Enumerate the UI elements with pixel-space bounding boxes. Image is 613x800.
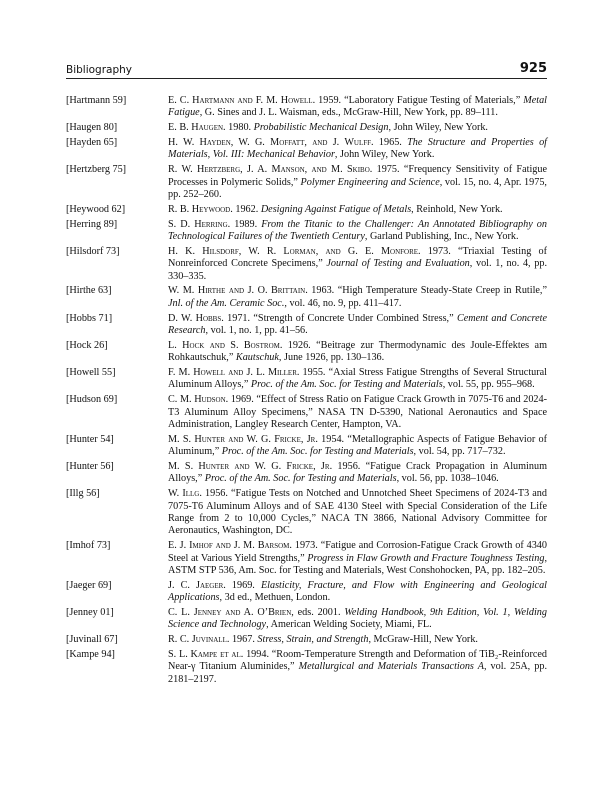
- page-number: 925: [519, 61, 547, 76]
- citation-authors: H. K. Hilsdorf, W. R. Lorman, and G. E. Monfore.: [168, 245, 421, 257]
- citation-pre: 1967.: [229, 634, 258, 646]
- bibliography-entry: [66, 164, 547, 201]
- citation-key: [Herring 89]: [66, 218, 118, 230]
- citation-authors: M. S. Hunter and W. G. Fricke, Jr.: [168, 433, 318, 445]
- citation-text: [168, 122, 547, 134]
- citation-authors: R. W. Hertzberg, J. A. Manson, and M. Skibo.: [168, 164, 373, 176]
- bibliography-entry: [66, 285, 547, 310]
- citation-title: Progress in Flaw Growth and Fracture Toughness Testing: [307, 552, 545, 564]
- citation-text: [168, 313, 547, 338]
- citation-title: Cement and Concrete Research: [168, 312, 547, 337]
- citation-key: [Hunter 54]: [66, 433, 114, 445]
- bibliography-entry: [66, 95, 547, 120]
- citation-text: [168, 634, 547, 646]
- citation-pre: 1962.: [232, 203, 261, 215]
- citation-pre: 1963. “High Temperature Steady-State Creep in Rutile,”: [307, 285, 547, 297]
- citation-key: [Imhof 73]: [66, 540, 111, 552]
- citation-title: Proc. of the Am. Soc. for Testing and Materials: [204, 473, 397, 485]
- citation-title: Proc. of the Am. Soc. for Testing and Materials: [250, 379, 443, 391]
- bibliography-entry: [66, 340, 547, 365]
- citation-authors: R. C. Juvinall.: [168, 634, 230, 646]
- citation-text: [168, 340, 547, 365]
- citation-key: [Heywood 62]: [66, 203, 126, 215]
- citation-post: , McGraw-Hill, New York.: [368, 634, 478, 646]
- citation-pre: 1973. “Fatigue and Corrosion-Fatigue Crack Growth of 4340 Steel at Various Yield Strengths,”: [168, 540, 547, 564]
- citation-key: [Jenney 01]: [66, 607, 114, 619]
- citation-post: , John Wiley, New York.: [334, 149, 435, 161]
- bibliography-entry: [66, 246, 547, 283]
- citation-key: [Haugen 80]: [66, 122, 118, 134]
- bibliography-entry: [66, 540, 547, 577]
- bibliography-entry: [66, 313, 547, 338]
- citation-post: , vol. 1, no. 4, pp. 330–335.: [168, 258, 547, 282]
- bibliography-entry: [66, 122, 547, 134]
- citation-pre: 1956. “Fatigue Crack Propagation in Aluminum Alloys,”: [168, 461, 547, 485]
- bibliography-entry: [66, 461, 547, 486]
- citation-text: [168, 649, 547, 686]
- citation-title: Designing Against Fatigue of Metals: [260, 203, 412, 215]
- bibliography-entry: [66, 488, 547, 538]
- citation-post: , vol. 25A, pp. 2181–2197.: [168, 661, 547, 685]
- citation-authors: C. L. Jenney and A. O’Brien,: [168, 607, 294, 619]
- bibliography-entry: [66, 219, 547, 244]
- citation-post: , Garland Publishing, Inc., New York.: [364, 231, 519, 243]
- citation-pre: 1969. “Effect of Stress Ratio on Fatigue Crack Growth in 7075-T6 and 2024-T3 Aluminum Alloy Specimens,” NASA TN D-5390, National Aeronautics and Space Administration, Langley Research Center, Hampton, VA.: [168, 394, 548, 431]
- citation-key: [Hartmann 59]: [66, 95, 127, 106]
- citation-text: [168, 461, 547, 486]
- citation-authors: W. Illg.: [168, 488, 202, 500]
- citation-authors: E. C. Hartmann and F. M. Howell.: [168, 95, 316, 106]
- citation-authors: S. D. Herring.: [168, 218, 231, 230]
- citation-pre: 1975. “Frequency Sensitivity of Fatigue Processes in Polymeric Solids,”: [168, 164, 547, 188]
- citation-pre: 1971. “Strength of Concrete Under Combined Stress,”: [223, 312, 457, 324]
- citation-key: [Juvinall 67]: [66, 634, 118, 646]
- citation-title: Jnl. of the Am. Ceramic Soc.: [168, 297, 285, 309]
- citation-title: Elasticity, Fracture, and Flow with Engineering and Geological Applications: [168, 579, 547, 604]
- citation-title: Probabilistic Mechanical Design: [253, 122, 389, 134]
- citation-text: [168, 607, 547, 632]
- citation-post: , ASTM STP 536, Am. Soc. for Testing and Materials, West Conshohocken, PA, pp. 182–205.: [168, 552, 547, 577]
- citation-text: [168, 285, 547, 310]
- citation-text: [168, 488, 547, 538]
- citation-key: [Illg 56]: [66, 488, 100, 500]
- citation-authors: R. B. Heywood.: [168, 203, 233, 215]
- citation-title: Journal of Testing and Evaluation: [326, 258, 470, 270]
- citation-text: [168, 394, 547, 431]
- header-rule: [66, 78, 547, 79]
- citation-text: [168, 246, 547, 283]
- citation-post: , vol. 56, pp. 1038–1046.: [396, 473, 499, 485]
- citation-title: The Structure and Properties of Materials, Vol. III: Mechanical Behavior: [168, 137, 548, 161]
- citation-post: , vol. 1, no. 1, pp. 41–56.: [205, 325, 308, 337]
- citation-text: [168, 164, 547, 201]
- bibliography-entry: [66, 580, 547, 605]
- citation-authors: W. M. Hirthe and J. O. Brittain.: [168, 285, 308, 297]
- citation-key: [Kampe 94]: [66, 649, 115, 661]
- citation-authors: S. L. Kampe et al.: [168, 649, 244, 661]
- running-head: Bibliography: [66, 64, 132, 76]
- citation-key: [Hobbs 71]: [66, 312, 113, 324]
- citation-pre: eds. 2001.: [293, 607, 345, 619]
- citation-pre: 1965.: [373, 137, 408, 148]
- bibliography-entry: [66, 607, 547, 632]
- citation-title: Metallurgical and Materials Transactions A: [298, 661, 484, 673]
- citation-title: Metal Fatigue: [168, 95, 548, 119]
- citation-text: [168, 204, 547, 216]
- citation-key: [Hertzberg 75]: [66, 164, 127, 176]
- citation-authors: J. C. Jaeger.: [168, 579, 226, 591]
- citation-pre: 1926. “Beitrage zur Thermodynamic des Joule-Effektes am Rohkautschuk,”: [168, 339, 547, 364]
- bibliography-entry: [66, 649, 547, 686]
- citation-title: Welding Handbook, 9th Edition, Vol. 1, Welding Science and Technology: [168, 607, 547, 631]
- citation-authors: M. S. Hunter and W. G. Fricke, Jr.: [168, 461, 333, 473]
- citation-pre: 1980.: [225, 122, 254, 134]
- page-header: [66, 58, 547, 76]
- citation-text: [168, 540, 547, 577]
- citation-authors: F. M. Howell and J. L. Miller.: [168, 367, 300, 379]
- citation-pre: 1959. “Laboratory Fatigue Testing of Materials,”: [315, 95, 524, 106]
- citation-post: , vol. 15, no. 4, Apr. 1975, pp. 252–260.: [168, 176, 547, 201]
- citation-authors: L. Hock and S. Bostrom.: [168, 339, 283, 351]
- citation-title: Stress, Strain, and Strength: [257, 634, 369, 646]
- citation-key: [Jaeger 69]: [66, 579, 112, 591]
- citation-post: , American Welding Society, Miami, FL.: [266, 619, 432, 631]
- bibliography-entry: [66, 367, 547, 392]
- citation-pre: 1989.: [230, 218, 262, 230]
- citation-text: [168, 434, 547, 459]
- citation-pre: 1969.: [225, 579, 261, 591]
- citation-authors: E. B. Haugen.: [168, 122, 226, 134]
- bibliography-entry: [66, 137, 547, 162]
- citation-post: , Reinhold, New York.: [411, 203, 503, 215]
- bibliography-entry: [66, 394, 547, 431]
- citation-pre: 1954. “Metallographic Aspects of Fatigue Behavior of Aluminum,”: [168, 433, 547, 458]
- citation-post: , John Wiley, New York.: [388, 122, 488, 134]
- citation-authors: D. W. Hobbs.: [168, 312, 224, 324]
- citation-text: [168, 219, 547, 244]
- bibliography-entry: [66, 204, 547, 216]
- citation-title: From the Titanic to the Challenger: An Annotated Bibliography on Technological Failures of the Twentieth Century: [168, 218, 547, 243]
- citation-title: Kautschuk: [235, 352, 279, 364]
- citation-authors: H. W. Hayden, W. G. Moffatt, and J. Wulff.: [168, 137, 374, 148]
- citation-key: [Hilsdorf 73]: [66, 245, 120, 257]
- citation-post: , vol. 46, no. 9, pp. 411–417.: [284, 297, 402, 309]
- citation-pre: 1973. “Triaxial Testing of Nonreinforced Concrete Specimens,”: [168, 245, 547, 270]
- bibliography-entry: [66, 434, 547, 459]
- citation-post: , G. Sines and J. L. Waisman, eds., McGraw-Hill, New York, pp. 89–111.: [199, 107, 498, 119]
- citation-post: , 3d ed., Methuen, London.: [219, 592, 331, 604]
- citation-key: [Hayden 65]: [66, 137, 118, 148]
- citation-key: [Hock 26]: [66, 339, 108, 351]
- citation-text: [168, 367, 547, 392]
- citation-authors: E. J. Imhof and J. M. Barsom.: [168, 540, 292, 552]
- citation-pre: 1994. “Room-Temperature Strength and Deformation of TiB₂-Reinforced Near-γ Titanium Aluminides,”: [168, 649, 548, 673]
- citation-pre: 1955. “Axial Stress Fatigue Strengths of Several Structural Aluminum Alloys,”: [168, 367, 548, 391]
- citation-title: Proc. of the Am. Soc. for Testing and Materials: [221, 446, 414, 458]
- citation-text: [168, 137, 547, 162]
- citation-text: [168, 580, 547, 605]
- citation-key: [Hudson 69]: [66, 394, 118, 406]
- citation-title: Polymer Engineering and Science: [300, 176, 440, 188]
- citation-key: [Howell 55]: [66, 367, 116, 379]
- citation-key: [Hunter 56]: [66, 461, 114, 473]
- citation-pre: 1956. “Fatigue Tests on Notched and Unnotched Sheet Specimens of 2024-T3 and 7075-T6 Aluminum Alloys and of SAE 4130 Steel with Special Consideration of the Life Range from 2 to 10,000 Cycles,” NACA TN 3866, National Advisory Committee for Aeronautics, Washington, DC.: [168, 488, 547, 537]
- citation-post: , June 1926, pp. 130–136.: [278, 352, 385, 364]
- bibliography-list: [66, 95, 547, 689]
- citation-post: , vol. 55, pp. 955–968.: [442, 379, 535, 391]
- bibliography-entry: [66, 634, 547, 646]
- citation-key: [Hirthe 63]: [66, 285, 112, 297]
- citation-text: [168, 95, 547, 120]
- citation-authors: C. M. Hudson.: [168, 394, 229, 406]
- citation-post: , vol. 54, pp. 717–732.: [413, 446, 506, 458]
